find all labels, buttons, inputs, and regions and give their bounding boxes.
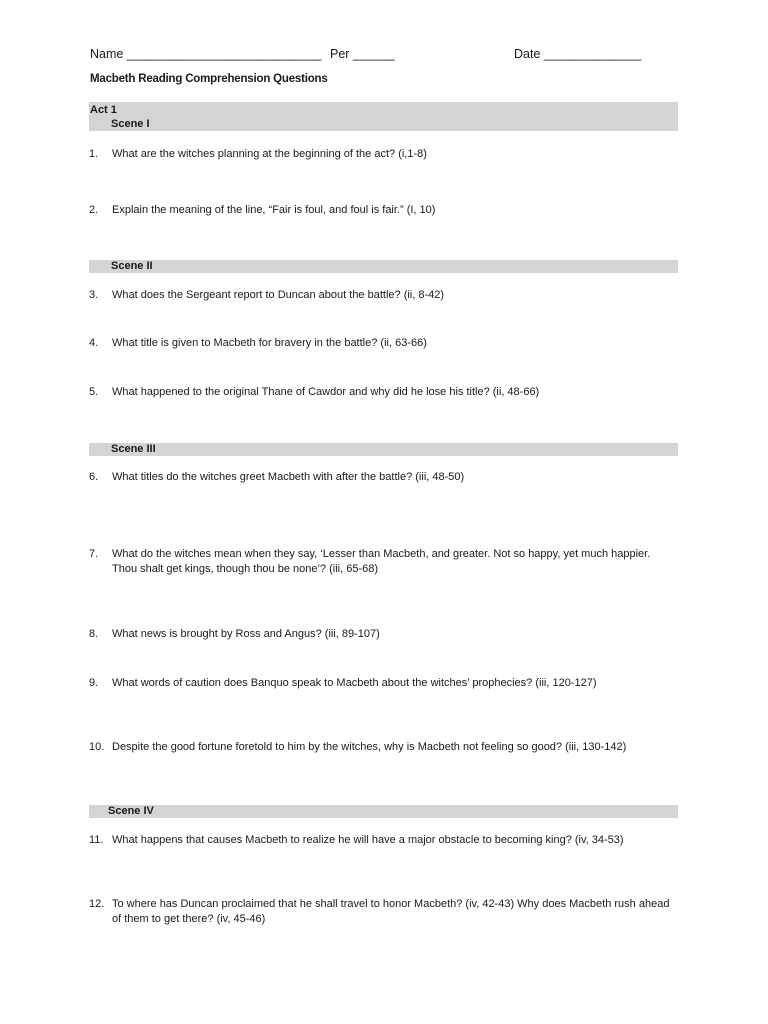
question-number: 9. <box>89 677 99 689</box>
question-text: What titles do the witches greet Macbeth with after the battle? (iii, 48-50) <box>112 471 465 483</box>
question-number: 11. <box>89 834 104 846</box>
question-text: What news is brought by Ross and Angus? (iii, 89-107) <box>112 628 380 640</box>
question-text: What are the witches planning at the beginning of the act? (i,1-8) <box>112 148 427 160</box>
question-number: 5. <box>89 386 99 398</box>
question-text: What words of caution does Banquo speak to Macbeth about the witches’ prophecies? (iii, 120-127) <box>112 677 597 689</box>
question-text: What happened to the original Thane of Cawdor and why did he lose his title? (ii, 48-66) <box>112 386 540 398</box>
scene-1-label: Scene I <box>111 118 150 130</box>
scene-4-label: Scene IV <box>108 805 154 817</box>
scene-2-heading-bar <box>89 260 678 273</box>
question-text: To where has Duncan proclaimed that he shall travel to honor Macbeth? (iv, 42-43) Why does Macbeth rush ahead of them to get there? (iv, 45-46) <box>112 898 670 925</box>
scene-3-label: Scene III <box>111 443 156 455</box>
name-field-label: Name ____________________________ <box>90 47 322 61</box>
act-label: Act 1 <box>90 104 117 116</box>
question-number: 3. <box>89 289 99 301</box>
question-number: 7. <box>89 548 99 560</box>
question-text: Explain the meaning of the line, “Fair is foul, and foul is fair.” (I, 10) <box>112 204 436 216</box>
date-field-label: Date ______________ <box>514 47 642 61</box>
question-number: 12. <box>89 898 105 910</box>
scene-3-heading-bar <box>89 443 678 456</box>
question-text: What happens that causes Macbeth to realize he will have a major obstacle to becoming king? (iv, 34-53) <box>112 834 624 846</box>
worksheet-title: Macbeth Reading Comprehension Questions <box>90 73 328 85</box>
question-number: 6. <box>89 471 99 483</box>
question-number: 4. <box>89 337 99 349</box>
question-text: What title is given to Macbeth for bravery in the battle? (ii, 63-66) <box>112 337 427 349</box>
scene-2-label: Scene II <box>111 260 153 272</box>
question-number: 8. <box>89 628 99 640</box>
question-text: What does the Sergeant report to Duncan about the battle? (ii, 8-42) <box>112 289 445 301</box>
act-1-heading-bar <box>89 102 678 131</box>
question-text: What do the witches mean when they say, ‘Lesser than Macbeth, and greater. Not so happy, yet much happier. Thou shalt get kings, though thou be none’? (iii, 65-68) <box>112 548 651 575</box>
question-text: Despite the good fortune foretold to him by the witches, why is Macbeth not feeling so good? (iii, 130-142) <box>112 741 627 753</box>
question-number: 10. <box>89 741 105 753</box>
question-number: 1. <box>89 148 99 160</box>
scene-4-heading-bar <box>89 805 678 818</box>
question-number: 2. <box>89 204 99 216</box>
period-field-label: Per ______ <box>330 47 395 61</box>
